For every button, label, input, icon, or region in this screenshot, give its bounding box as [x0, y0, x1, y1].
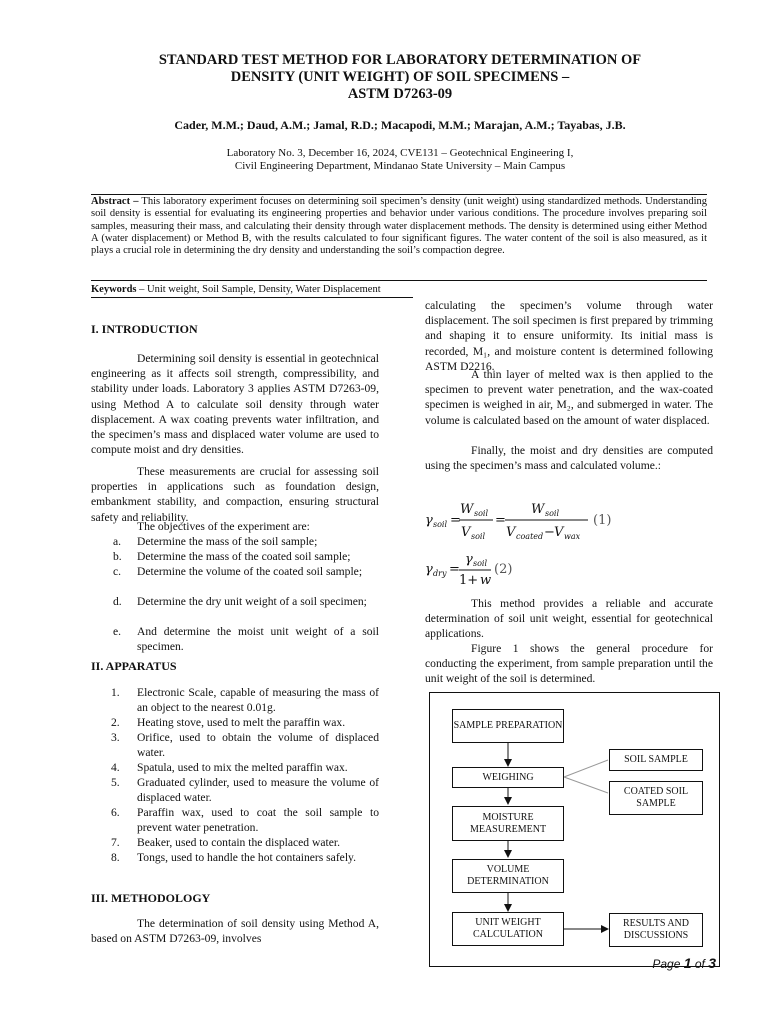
- list-text: Beaker, used to contain the displaced water.: [137, 836, 340, 849]
- page-prefix: Page: [652, 957, 684, 971]
- svg-text:soil: soil: [471, 532, 486, 541]
- node-weighing: WEIGHING: [452, 767, 564, 788]
- list-text: Determine the dry unit weight of a soil specimen;: [137, 595, 367, 608]
- list-marker: 7.: [111, 836, 120, 849]
- svg-text:=: =: [495, 513, 506, 528]
- list-text: And determine the moist unit weight of a soil specimen.: [137, 625, 379, 654]
- abstract-text: This laboratory experiment focuses on determining soil specimen’s density (unit weight) using standardized methods. Understanding soil density is essential for evaluating its engineering properties and behavior under various conditions. The procedure involves preparing soil samples, measuring their mass, and calculating their density through water displacement methods. The density is determined using either Method A (water displacement) or Method B, with the results calculated to four significant figures. The water content of the soil is also measured, as it plays a crucial role in determining the dry density and understanding the soil’s compaction degree.: [91, 196, 707, 257]
- svg-text:soil: soil: [474, 509, 489, 518]
- svg-text:wax: wax: [564, 532, 581, 541]
- list-text: Determine the volume of the coated soil sample;: [137, 565, 363, 578]
- list-text: Orifice, used to obtain the volume of displaced water.: [137, 731, 379, 760]
- svg-text:=: =: [450, 513, 461, 528]
- methodology-paragraph: A thin layer of melted wax is then applied to the specimen to prevent water penetration, and the wax-coated specimen is weighed in air, M₂, and submerged in water. The volume is calculated based on the amount of water displaced.: [425, 368, 713, 427]
- svg-text:dry: dry: [433, 569, 447, 578]
- section-heading: I. INTRODUCTION: [91, 322, 198, 336]
- affiliation-line: Civil Engineering Department, Mindanao State University – Main Campus: [234, 160, 566, 172]
- svg-text:−: −: [544, 525, 555, 540]
- keywords-label: Keywords: [91, 284, 137, 295]
- section-methodology: [91, 891, 379, 906]
- svg-text:soil: soil: [545, 509, 560, 518]
- list-text: Graduated cylinder, used to measure the volume of displaced water.: [137, 776, 379, 805]
- keywords-rule: [91, 297, 413, 298]
- page-total: 3: [708, 955, 716, 971]
- paper-title: [90, 52, 710, 103]
- flow-link: [564, 760, 608, 777]
- abstract-bottom-rule: [91, 280, 707, 281]
- page-number: [652, 955, 716, 971]
- svg-text:γ: γ: [425, 513, 433, 528]
- svg-text:coated: coated: [516, 532, 544, 541]
- methodology-paragraph: calculating the specimen’s volume through water displacement. The soil specimen is first prepared by trimming and shaping it to ensure uniformity. Its initial mass is recorded, M₁, and moisture content is determined following ASTM D2216.: [425, 299, 713, 373]
- flow-link: [564, 777, 608, 793]
- list-marker: 4.: [111, 761, 120, 774]
- methodology-paragraph: Finally, the moist and dry densities are computed using the specimen’s mass and calculated volume.:: [425, 444, 713, 473]
- list-marker: 3.: [111, 731, 120, 744]
- abstract-label: Abstract –: [91, 196, 139, 207]
- list-marker: 1.: [111, 686, 120, 699]
- section-apparatus: [91, 659, 379, 674]
- page-current: 1: [683, 955, 692, 971]
- list-marker: 6.: [111, 806, 120, 819]
- section-heading: III. METHODOLOGY: [91, 891, 211, 905]
- methodology-paragraph: This method provides a reliable and accurate determination of soil unit weight, essential for geotechnical applications.: [425, 597, 713, 641]
- title-line: DENSITY (UNIT WEIGHT) OF SOIL SPECIMENS –: [230, 69, 570, 85]
- page-of: of: [691, 957, 709, 971]
- list-text: Paraffin wax, used to coat the soil sample to prevent water penetration.: [137, 806, 379, 835]
- keywords-text: – Unit weight, Soil Sample, Density, Water Displacement: [136, 284, 381, 295]
- section-heading: II. APPARATUS: [91, 659, 177, 673]
- node-volume-determination: VOLUME DETERMINATION: [452, 859, 564, 893]
- svg-text:V: V: [506, 525, 516, 540]
- svg-text:W: W: [531, 502, 545, 517]
- intro-paragraph: These measurements are crucial for assessing soil properties in applications such as foundation design, embankment stability, and compaction, ensuring structural safety and reliability.: [91, 465, 379, 524]
- methodology-paragraph: The determination of soil density using Method A, based on ASTM D7263-09, involves: [91, 917, 379, 946]
- section-introduction: [91, 322, 379, 337]
- list-marker: b.: [113, 550, 122, 563]
- methodology-paragraph: Figure 1 shows the general procedure for conducting the experiment, from sample preparation until the unit weight of the soil is determined.: [425, 642, 713, 686]
- list-text: Determine the mass of the coated soil sample;: [137, 550, 351, 563]
- svg-text:V: V: [554, 525, 564, 540]
- apparatus-list: [91, 685, 379, 885]
- list-text: Determine the mass of the soil sample;: [137, 535, 318, 548]
- svg-text:γ: γ: [425, 562, 433, 577]
- equation-2: [425, 550, 715, 590]
- title-line: STANDARD TEST METHOD FOR LABORATORY DETERMINATION OF: [158, 52, 642, 68]
- node-soil-sample: SOIL SAMPLE: [609, 749, 703, 771]
- equation-2-svg: [425, 550, 715, 590]
- equation-number: (1): [593, 513, 612, 528]
- svg-text:w: w: [480, 573, 492, 588]
- list-marker: c.: [113, 565, 122, 578]
- equation-1: [425, 496, 715, 546]
- list-text: Heating stove, used to melt the paraffin wax.: [137, 716, 346, 729]
- affiliation-line: Laboratory No. 3, December 16, 2024, CVE131 – Geotechnical Engineering I,: [226, 147, 574, 159]
- svg-text:1+: 1+: [459, 573, 479, 588]
- figure-1-flowchart: [429, 692, 720, 967]
- title-line: ASTM D7263-09: [347, 86, 453, 102]
- list-marker: 2.: [111, 716, 120, 729]
- svg-text:=: =: [449, 562, 460, 577]
- abstract-top-rule: [91, 194, 707, 195]
- list-text: Spatula, used to mix the melted paraffin wax.: [137, 761, 348, 774]
- list-marker: 8.: [111, 851, 120, 864]
- svg-text:soil: soil: [473, 559, 488, 568]
- svg-text:γ: γ: [465, 552, 473, 567]
- node-sample-preparation: SAMPLE PREPARATION: [452, 709, 564, 743]
- abstract: [91, 196, 707, 257]
- list-marker: a.: [113, 535, 122, 548]
- svg-text:W: W: [460, 502, 474, 517]
- node-coated-soil-sample: COATED SOIL SAMPLE: [609, 781, 703, 815]
- list-marker: d.: [113, 595, 122, 608]
- svg-text:soil: soil: [433, 520, 448, 529]
- intro-paragraph: Determining soil density is essential in geotechnical engineering as it affects soil strength, compressibility, and stability under loads. Laboratory 3 applies ASTM D7263-09, using Method A to calculate soil density through water displacement. A wax coating prevents water infiltration, and the specimen’s mass and displaced water volume are used to compute moist and dry densities.: [91, 352, 379, 457]
- list-marker: e.: [113, 625, 122, 638]
- node-results-and-discussions: RESULTS AND DISCUSSIONS: [609, 913, 703, 947]
- authors: Cader, M.M.; Daud, A.M.; Jamal, R.D.; Macapodi, M.M.; Marajan, A.M.; Tayabas, J.B.: [174, 118, 626, 132]
- equation-1-svg: [425, 496, 715, 546]
- objectives-list: [91, 534, 379, 654]
- equation-number: (2): [494, 562, 513, 577]
- keywords: [91, 284, 381, 295]
- list-marker: 5.: [111, 776, 120, 789]
- affiliation: [90, 147, 710, 173]
- list-text: Tongs, used to handle the hot containers safely.: [137, 851, 356, 864]
- svg-text:V: V: [461, 525, 471, 540]
- node-unit-weight-calculation: UNIT WEIGHT CALCULATION: [452, 912, 564, 946]
- list-text: Electronic Scale, capable of measuring the mass of an object to the nearest 0.01g.: [137, 686, 379, 715]
- intro-paragraph: The objectives of the experiment are:: [137, 520, 310, 533]
- node-moisture-measurement: MOISTURE MEASUREMENT: [452, 806, 564, 841]
